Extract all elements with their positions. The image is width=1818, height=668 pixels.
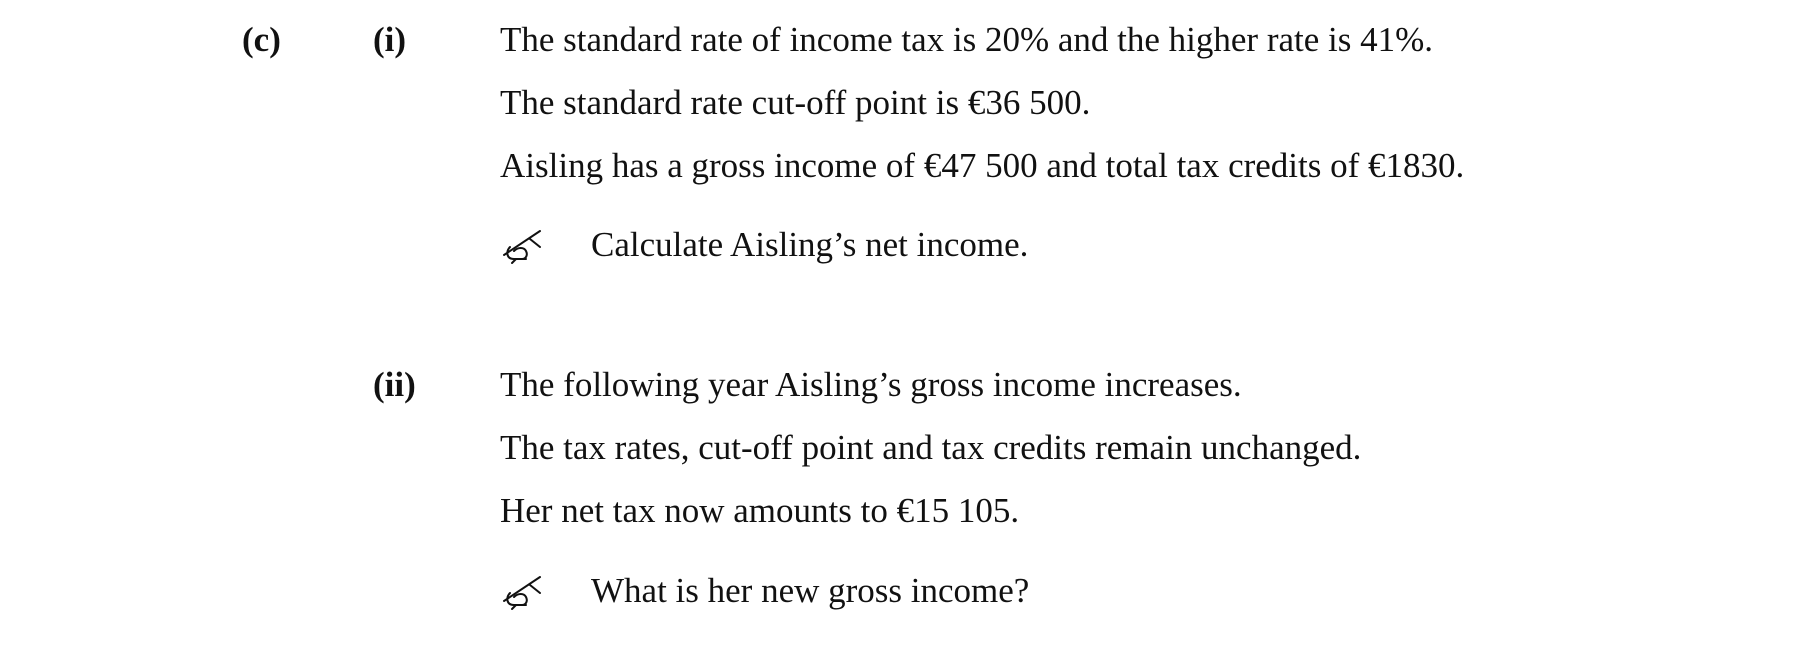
question-line: The tax rates, cut-off point and tax credits remain unchanged. xyxy=(500,428,1362,467)
question-line: The standard rate of income tax is 20% and the higher rate is 41%. xyxy=(500,20,1434,59)
task-text: What is her new gross income? xyxy=(591,571,1030,610)
subpart-label: (ii) xyxy=(373,365,416,404)
subpart-label: (i) xyxy=(373,20,407,59)
question-line: The standard rate cut-off point is €36 500. xyxy=(500,83,1091,122)
writing-hand-icon xyxy=(500,571,546,611)
writing-hand-icon xyxy=(500,225,546,265)
question-line: Aisling has a gross income of €47 500 and total tax credits of €1830. xyxy=(500,146,1465,185)
part-label: (c) xyxy=(242,20,281,59)
task-text: Calculate Aisling’s net income. xyxy=(591,225,1029,264)
question-line: Her net tax now amounts to €15 105. xyxy=(500,491,1020,530)
question-line: The following year Aisling’s gross income increases. xyxy=(500,365,1242,404)
